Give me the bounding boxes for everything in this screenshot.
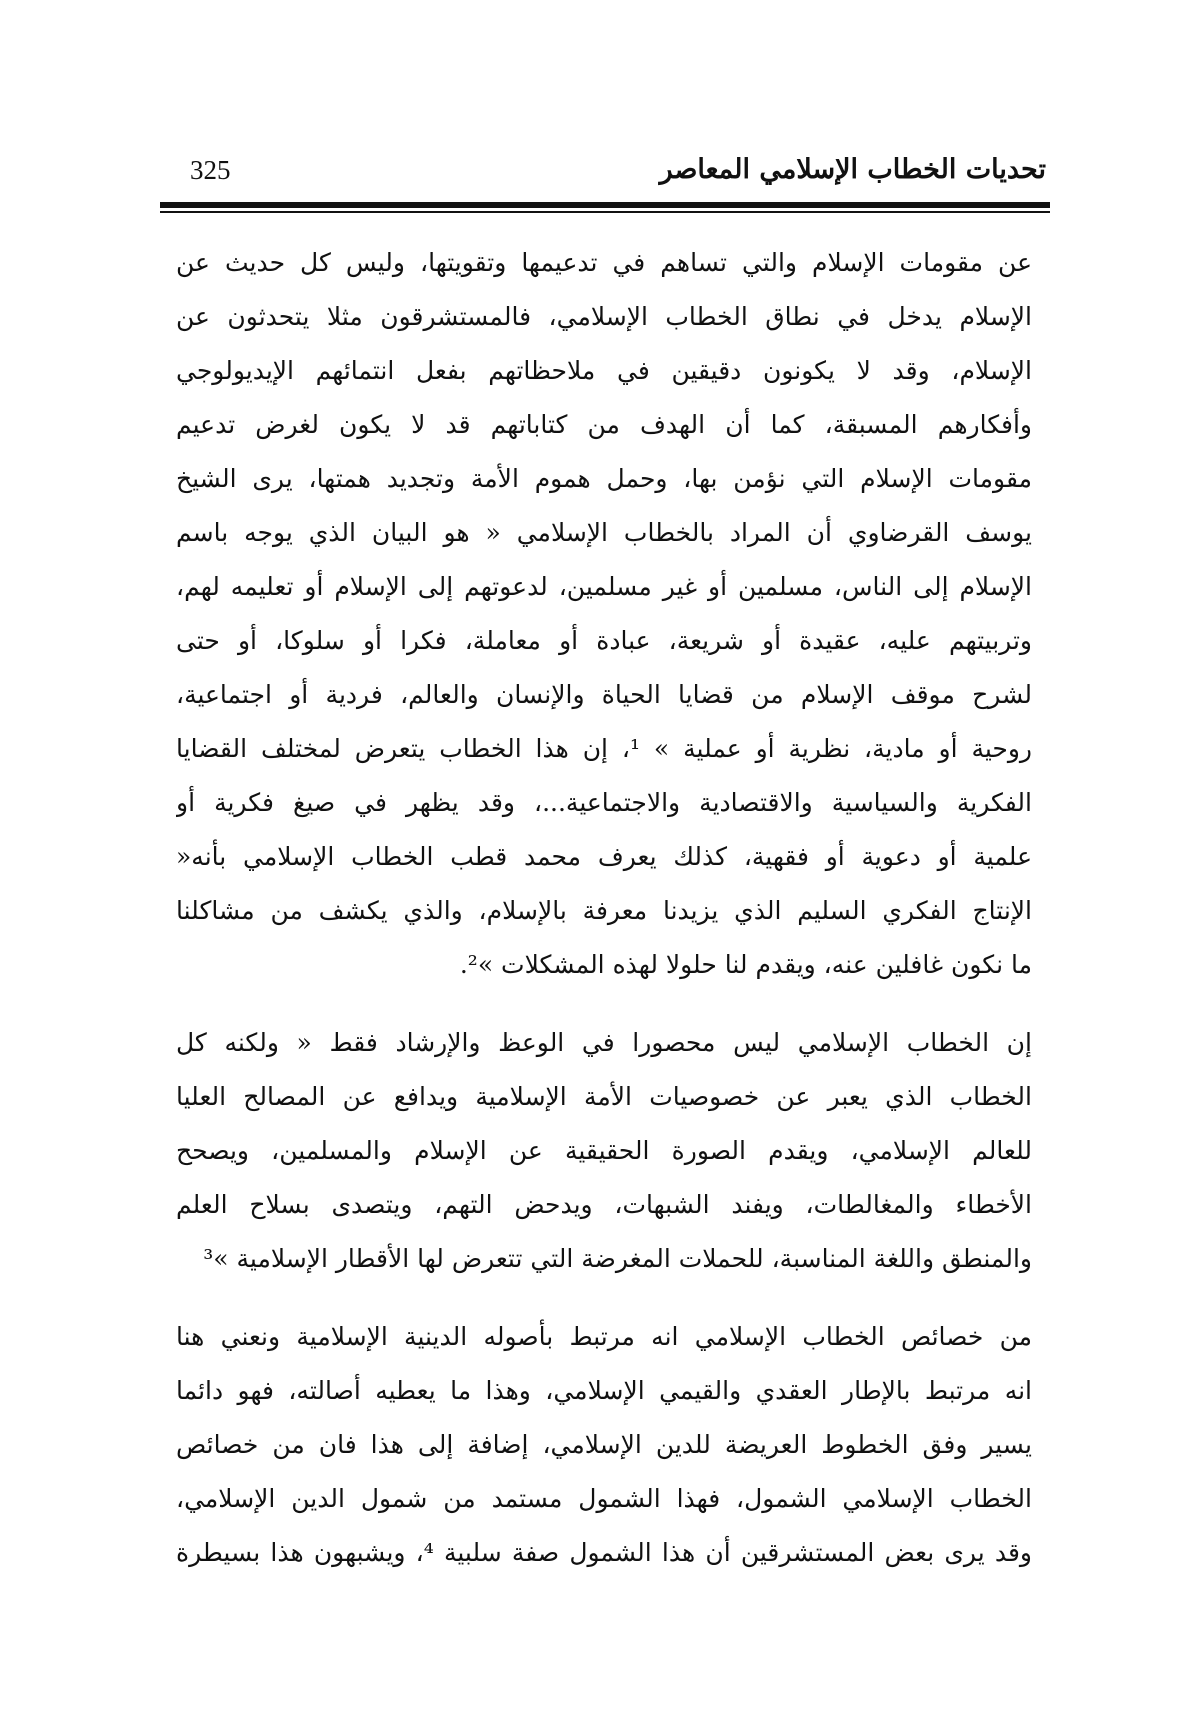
body-text xyxy=(176,236,1032,1580)
running-title: تحديات الخطاب الإسلامي المعاصر xyxy=(659,154,1046,185)
text-line: إن الخطاب الإسلامي ليس محصورا في الوعظ والإرشاد فقط « ولكنه كل xyxy=(176,1028,1032,1057)
text-line: الخطاب الإسلامي الشمول، فهذا الشمول مستمد من شمول الدين الإسلامي، xyxy=(176,1484,1032,1513)
text-line: الإسلام إلى الناس، مسلمين أو غير مسلمين، لدعوتهم إلى الإسلام أو تعليمه لهم، xyxy=(176,572,1032,601)
paragraph-gap xyxy=(176,1286,1032,1310)
text-line: والمنطق واللغة المناسبة، للحملات المغرضة التي تتعرض لها الأقطار الإسلامية »³ xyxy=(203,1244,1032,1273)
paragraph-3 xyxy=(176,1310,1032,1580)
text-line: وقد يرى بعض المستشرقين أن هذا الشمول صفة سلبية ⁴، ويشبهون هذا بسيطرة xyxy=(176,1538,1032,1567)
text-line: يسير وفق الخطوط العريضة للدين الإسلامي، إضافة إلى هذا فان من خصائص xyxy=(176,1430,1032,1459)
page-number: 325 xyxy=(190,155,231,185)
text-line: الإنتاج الفكري السليم الذي يزيدنا معرفة بالإسلام، والذي يكشف من مشاكلنا xyxy=(176,896,1032,925)
text-line: يوسف القرضاوي أن المراد بالخطاب الإسلامي « هو البيان الذي يوجه باسم xyxy=(176,518,1032,547)
header-rule-thin xyxy=(160,211,1050,213)
text-line: مقومات الإسلام التي نؤمن بها، وحمل هموم الأمة وتجديد همتها، يرى الشيخ xyxy=(176,464,1032,493)
text-line: الفكرية والسياسية والاقتصادية والاجتماعية...، وقد يظهر في صيغ فكرية أو xyxy=(176,788,1032,817)
text-line: وتربيتهم عليه، عقيدة أو شريعة، عبادة أو معاملة، فكرا أو سلوكا، أو حتى xyxy=(176,626,1032,655)
text-line: انه مرتبط بالإطار العقدي والقيمي الإسلامي، وهذا ما يعطيه أصالته، فهو دائما xyxy=(176,1376,1032,1405)
text-line: الإسلام يدخل في نطاق الخطاب الإسلامي، فالمستشرقون مثلا يتحدثون عن xyxy=(176,302,1032,331)
paragraph-2 xyxy=(176,1016,1032,1286)
text-line: الأخطاء والمغالطات، ويفند الشبهات، ويدحض التهم، ويتصدى بسلاح العلم xyxy=(176,1190,1032,1219)
text-line: عن مقومات الإسلام والتي تساهم في تدعيمها وتقويتها، وليس كل حديث عن xyxy=(176,248,1032,277)
text-line: لشرح موقف الإسلام من قضايا الحياة والإنسان والعالم، فردية أو اجتماعية، xyxy=(176,680,1032,709)
paragraph-gap xyxy=(176,992,1032,1016)
header-rule-thick xyxy=(160,202,1050,208)
text-line: الإسلام، وقد لا يكونون دقيقين في ملاحظاتهم بفعل انتمائهم الإيديولوجي xyxy=(176,356,1032,385)
paragraph-1 xyxy=(176,236,1032,992)
text-line: روحية أو مادية، نظرية أو عملية » ¹، إن هذا الخطاب يتعرض لمختلف القضايا xyxy=(176,734,1032,763)
text-line: ما نكون غافلين عنه، ويقدم لنا حلولا لهذه المشكلات »². xyxy=(459,950,1032,979)
text-line: وأفكارهم المسبقة، كما أن الهدف من كتاباتهم قد لا يكون لغرض تدعيم xyxy=(176,410,1032,439)
text-line: علمية أو دعوية أو فقهية، كذلك يعرف محمد قطب الخطاب الإسلامي بأنه« xyxy=(176,842,1032,871)
text-line: من خصائص الخطاب الإسلامي انه مرتبط بأصوله الدينية الإسلامية ونعني هنا xyxy=(176,1322,1032,1351)
running-header xyxy=(190,150,1046,190)
text-line: الخطاب الذي يعبر عن خصوصيات الأمة الإسلامية ويدافع عن المصالح العليا xyxy=(176,1082,1032,1111)
text-line: للعالم الإسلامي، ويقدم الصورة الحقيقية عن الإسلام والمسلمين، ويصحح xyxy=(176,1136,1032,1165)
